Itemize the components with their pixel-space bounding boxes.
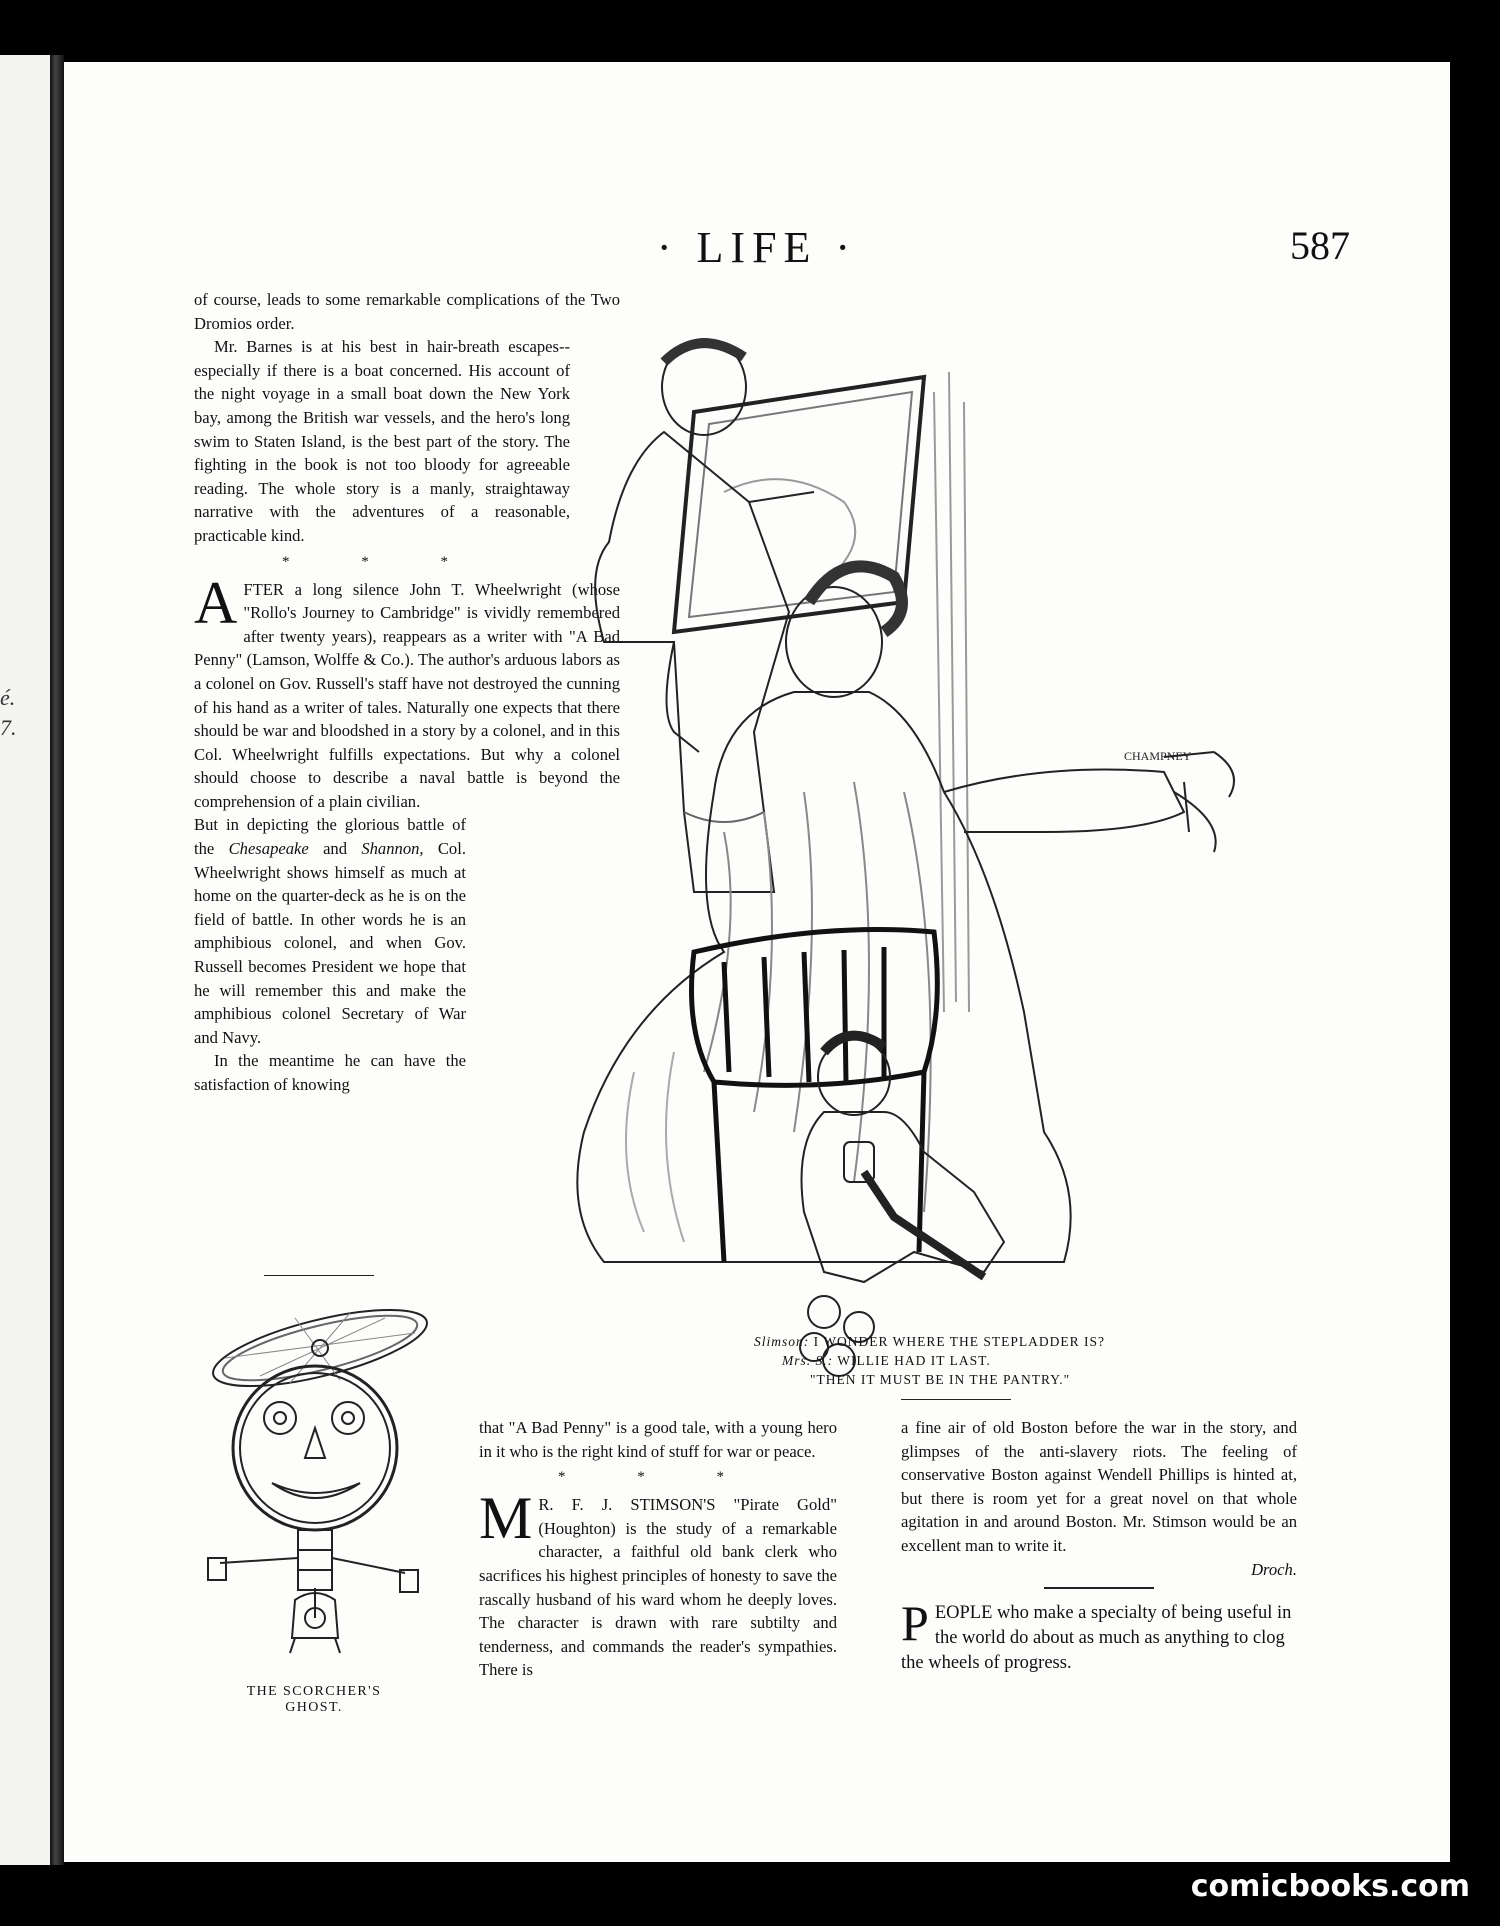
- paragraph-text: and: [323, 839, 348, 859]
- section-separator: * * *: [282, 553, 482, 570]
- page-number: 587: [1290, 223, 1350, 268]
- drop-cap: M: [479, 1485, 533, 1552]
- column-middle: [479, 1416, 837, 1682]
- ship-name: Chesapeake: [228, 839, 309, 859]
- paragraph: In the meantime he can have the satisfaction of knowing: [194, 1051, 466, 1094]
- column-right: [901, 1416, 1297, 1676]
- artist-signature: CHAMPNEY: [1124, 749, 1192, 763]
- caption-line: WILLIE HAD IT LAST.: [837, 1353, 991, 1368]
- magazine-page: [64, 62, 1450, 1862]
- caption-line: I WONDER WHERE THE STEPLADDER IS?: [813, 1334, 1105, 1349]
- margin-mark: 7.: [0, 715, 17, 740]
- main-illustration: [524, 312, 1444, 1392]
- scorchers-ghost-illustration: [200, 1288, 430, 1668]
- illustration-caption: [754, 1332, 1105, 1389]
- paragraph-text: EOPLE who make a specialty of being useful in the world do about as much as anything to clog the wheels of progress.: [901, 1602, 1292, 1673]
- section-separator: * * *: [558, 1469, 758, 1486]
- drop-cap: P: [901, 1594, 929, 1651]
- ship-name: Shannon,: [361, 839, 424, 859]
- caption-speaker: Mrs. S.:: [782, 1353, 834, 1368]
- author-signature: Droch.: [1251, 1559, 1297, 1579]
- margin-mark: é.: [0, 685, 16, 710]
- watermark: comicbooks.com: [1190, 1869, 1470, 1904]
- paragraph: a fine air of old Boston before the war in the story, and glimpses of the anti-slavery riots. The feeling of conservative Boston against Wendell Phillips is hinted at, but there is room yet for a great novel on that whole agitation in and around Boston. Mr. Stimson would be an excellent man to write it.: [901, 1418, 1297, 1555]
- ghost-caption: THE SCORCHER'S GHOST.: [246, 1684, 382, 1715]
- stimson-review: [479, 1485, 837, 1682]
- paragraph-text: R. F. J. STIMSON'S "Pirate Gold" (Houghton) is the study of a remarkable character, a faithful old bank clerk who sacrifices his highest principles of honesty to save the rascally husband of his ward whom he deeply loves. The character is drawn with rare subtilty and tenderness, and commands the reader's sympathies. There is: [479, 1495, 837, 1680]
- caption-speaker: Slimson:: [754, 1334, 810, 1349]
- divider-rule: [1044, 1587, 1154, 1589]
- paragraph-text: FTER a long silence John T. Wheelwright (whose "Rollo's Journey to Cambridge" is vividly remembered after twenty years), reappears as a writer with "A Bad Penny" (Lamson, Wolffe & Co.). The author's arduous labors as a colonel on Gov. Russell's staff have not destroyed the cunning of his hand as a writer of tales. Naturally one expects that there should be war and bloodshed in a story by a colonel, and in this Col. Wheelwright fulfills expectations. But why a colonel should choose to describe a naval battle is beyond the comprehension of a plain civilian.: [194, 579, 620, 811]
- book-gutter: [50, 55, 64, 1865]
- masthead-title: · LIFE ·: [656, 223, 858, 272]
- divider-rule: [901, 1399, 1011, 1400]
- caption-line: "THEN IT MUST BE IN THE PANTRY.": [810, 1372, 1071, 1387]
- paragraph-text: Col. Wheelwright shows himself as much at home on the quarter-deck as he is on the field of battle. In other words he is an amphibious colonel, and when Gov. Russell becomes President we hope that he will remember this and make the amphibious colonel Secretary of War and Navy.: [194, 839, 466, 1047]
- paragraph: that "A Bad Penny" is a good tale, with a young hero in it who is the right kind of stuff for war or peace.: [479, 1418, 837, 1461]
- divider-rule: [264, 1275, 374, 1276]
- people-paragraph: [901, 1594, 1297, 1676]
- paragraph-text: But in depicting the glorious battle of the: [194, 815, 466, 859]
- paragraph: of course, leads to some remarkable complications of the Two Dromios order.: [194, 290, 620, 333]
- wheelwright-review-continued: [194, 813, 466, 1049]
- drop-cap: A: [194, 569, 238, 636]
- previous-page-edge: [0, 55, 50, 1865]
- paragraph: Mr. Barnes is at his best in hair-breath escapes--especially if there is a boat concerned. His account of the night voyage in a small boat down the New York bay, among the British war vessels, and the hero's long swim to Staten Island, is the best part of the story. The fighting in the book is not too bloody for agreeable reading. The whole story is a manly, straightaway narrative with the adventures of a reasonable, practicable kind.: [194, 337, 570, 545]
